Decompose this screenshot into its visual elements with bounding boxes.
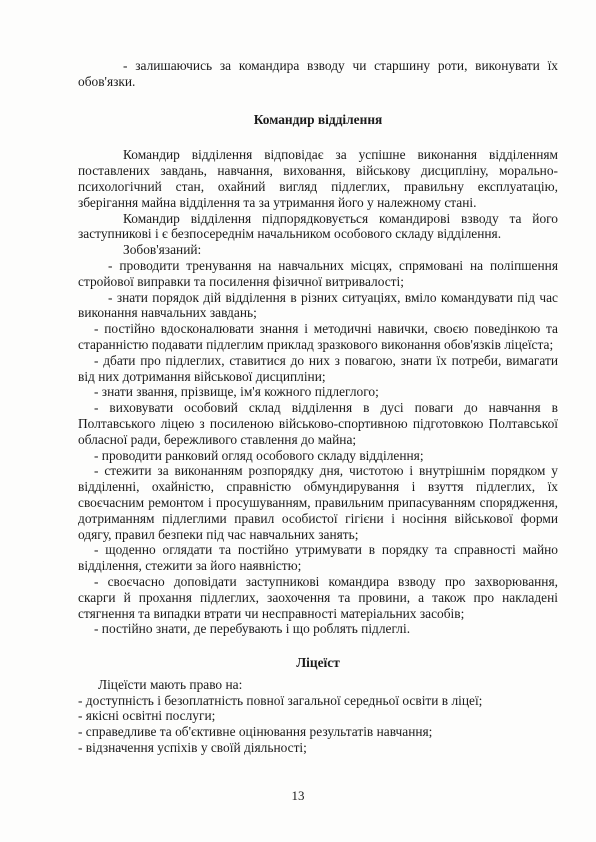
page-body <box>78 58 558 756</box>
right-item: - відзначення успіхів у своїй діяльності; <box>78 740 307 756</box>
paragraph: Командир відділення відповідає за успішне виконання відділенням поставлених завдань, навчання, виховання, військову дисципліну, морально-психологічний стан, охайний вигляд підлеглих, правильну експлуатацію, зберігання майна відділення та за утримання його у належному стані. <box>78 147 558 210</box>
duty-item: - постійно вдосконалювати знання і методичні навички, своєю поведінкою та старанністю подавати підлеглим приклад зразкового виконання обов'язків ліцеїста; <box>78 321 558 352</box>
duty-item: - стежити за виконанням розпорядку дня, чистотою і внутрішнім порядком у відділенні, охайністю, справністю обмундирування і взуття підлеглих, їх своєчасним ремонтом і просушуванням, правильним припасуванням спорядження, дотриманням підлеглими правил особистої гігієни і носіння військової форми одягу, правил безпеки під час навчальних занять; <box>78 463 558 542</box>
rights-list <box>78 677 558 756</box>
section-title-squad-commander: Командир відділення <box>253 111 383 127</box>
rights-intro: Ліцеїсти мають право на: <box>98 676 243 692</box>
duty-item: - знати порядок дій відділення в різних ситуаціях, вміло командувати під час виконання навчальних завдань; <box>78 289 558 321</box>
page-number: 13 <box>291 788 305 803</box>
section-title-lyceum-student: Ліцеїст <box>296 655 340 671</box>
right-item: - справедливе та об'єктивне оцінювання результатів навчання; <box>78 724 433 740</box>
duty-item: - дбати про підлеглих, ставитися до них з повагою, знати їх потреби, вимагати від них дотримання військової дисципліни; <box>78 352 558 384</box>
duty-item: - своєчасно доповідати заступникові командира взводу про захворювання, скарги й прохання підлеглих, заохочення та провини, а також про накладені стягнення та випадки втрати чи несправності матеріальних засобів; <box>78 573 558 621</box>
duty-item: - постійно знати, де перебувають і що роблять підлеглі. <box>94 621 411 637</box>
paragraph: Командир відділення підпорядковується командирові взводу та його заступникові і є безпосереднім начальником особового складу відділення. <box>78 210 558 242</box>
right-item: - якісні освітні послуги; <box>78 708 216 724</box>
duty-item: - щоденно оглядати та постійно утримувати в порядку та справності майно відділення, стежити за його наявністю; <box>78 542 558 574</box>
duty-item: - знати звання, прізвище, ім'я кожного підлеглого; <box>94 384 379 400</box>
right-item: - доступність і безоплатність повної загальної середньої освіти в ліцеї; <box>78 692 483 708</box>
duties-label: Зобов'язаний: <box>123 242 202 258</box>
intro-paragraph: - залишаючись за командира взводу чи старшину роти, виконувати їх обов'язки. <box>78 58 558 89</box>
duty-item: - проводити тренування на навчальних місцях, спрямовані на поліпшення стройової виправки та посилення фізичної витривалості; <box>78 257 558 289</box>
duty-item: - виховувати особовий склад відділення в дусі поваги до навчання в Полтавського ліцею з посиленою військово-спортивною підготовкою Полтавської обласної ради, бережливого ставлення до майна; <box>78 400 558 447</box>
duty-item: - проводити ранковий огляд особового складу відділення; <box>94 447 424 463</box>
